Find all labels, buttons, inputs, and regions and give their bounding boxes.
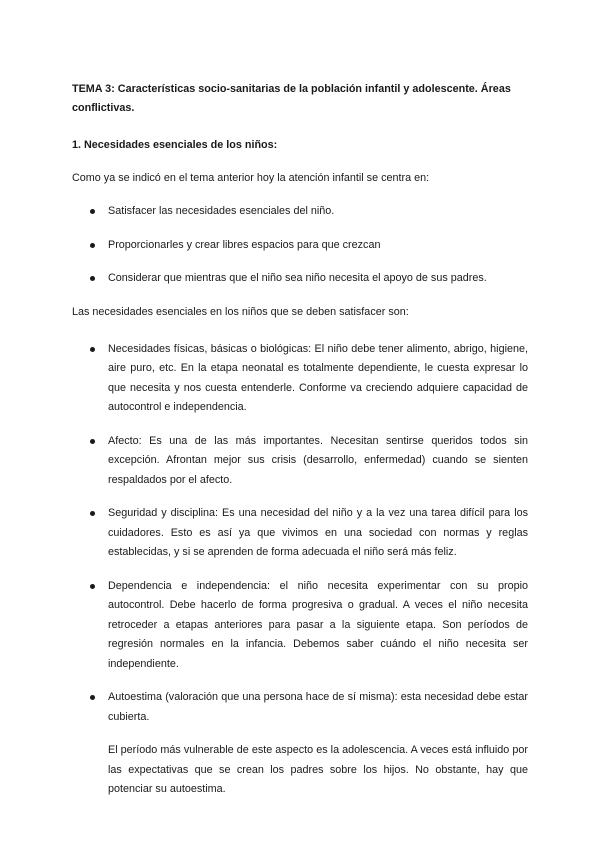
bullet-icon bbox=[90, 695, 95, 700]
list-item-text: Considerar que mientras que el niño sea niño necesita el apoyo de sus padres. bbox=[108, 272, 487, 284]
list-item-text: Autoestima (valoración que una persona hace de sí misma): esta necesidad debe estar cubierta. bbox=[108, 691, 528, 723]
bullet-icon bbox=[90, 209, 95, 214]
list-item bbox=[72, 202, 528, 222]
list-item bbox=[72, 269, 528, 289]
bullet-icon bbox=[90, 243, 95, 248]
autoestima-continuation: El período más vulnerable de este aspecto es la adolescencia. A veces está influido por las expectativas que se crean los padres sobre los hijos. No obstante, hay que potenciar su autoestima. bbox=[108, 744, 528, 795]
list-item-text: Necesidades físicas, básicas o biológicas: El niño debe tener alimento, abrigo, higiene, aire puro, etc. En la etapa neonatal es totalmente dependiente, le cuesta expresar lo que necesita y nos cuesta entenderle. Conforme va creciendo adquiere capacidad de autocontrol e independencia. bbox=[108, 342, 528, 413]
document-title: TEMA 3: Características socio-sanitarias de la población infantil y adolescente. Áreas conflictivas. bbox=[72, 83, 511, 114]
list-item-text: Dependencia e independencia: el niño necesita experimentar con su propio autocontrol. Debe hacerlo de forma progresiva o gradual. A veces el niño necesita retroceder a etapas anteriores para pasar a la siguiente etapa. Son períodos de regresión normales en la infancia. Debemos saber cuándo el niño necesita ser independiente. bbox=[108, 579, 528, 670]
list-item-text: Seguridad y disciplina: Es una necesidad del niño y a la vez una tarea difícil para los cuidadores. Esto es así ya que vivimos en una sociedad con normas y reglas establecidas, y si se aprenden de forma adecuada el niño será más feliz. bbox=[108, 507, 528, 558]
needs-list bbox=[72, 340, 528, 728]
list-item bbox=[72, 340, 528, 418]
list-item-text: Proporcionarles y crear libres espacios para que crezcan bbox=[108, 238, 381, 251]
section-heading: 1. Necesidades esenciales de los niños: bbox=[72, 139, 278, 151]
list-item-text: Afecto: Es una de las más importantes. Necesitan sentirse queridos todos sin excepción. Afrontan mejor sus crisis (desarrollo, enfermedad) cuando se sienten respaldados por el afecto. bbox=[108, 434, 528, 486]
bullet-icon bbox=[90, 439, 95, 444]
bullet-icon bbox=[90, 347, 95, 352]
list-item-text: Satisfacer las necesidades esenciales del niño. bbox=[108, 205, 335, 217]
intro-paragraph: Como ya se indicó en el tema anterior hoy la atención infantil se centra en: bbox=[72, 172, 430, 184]
list-item bbox=[72, 504, 528, 563]
needs-intro-paragraph: Las necesidades esenciales en los niños que se deben satisfacer son: bbox=[72, 305, 409, 318]
list-item bbox=[72, 577, 528, 675]
list-item bbox=[72, 432, 528, 491]
bullet-icon bbox=[90, 511, 95, 516]
bullet-icon bbox=[90, 276, 95, 281]
bullet-icon bbox=[90, 584, 95, 589]
list-item bbox=[72, 688, 528, 727]
focus-list bbox=[72, 202, 528, 289]
list-item bbox=[72, 236, 528, 256]
